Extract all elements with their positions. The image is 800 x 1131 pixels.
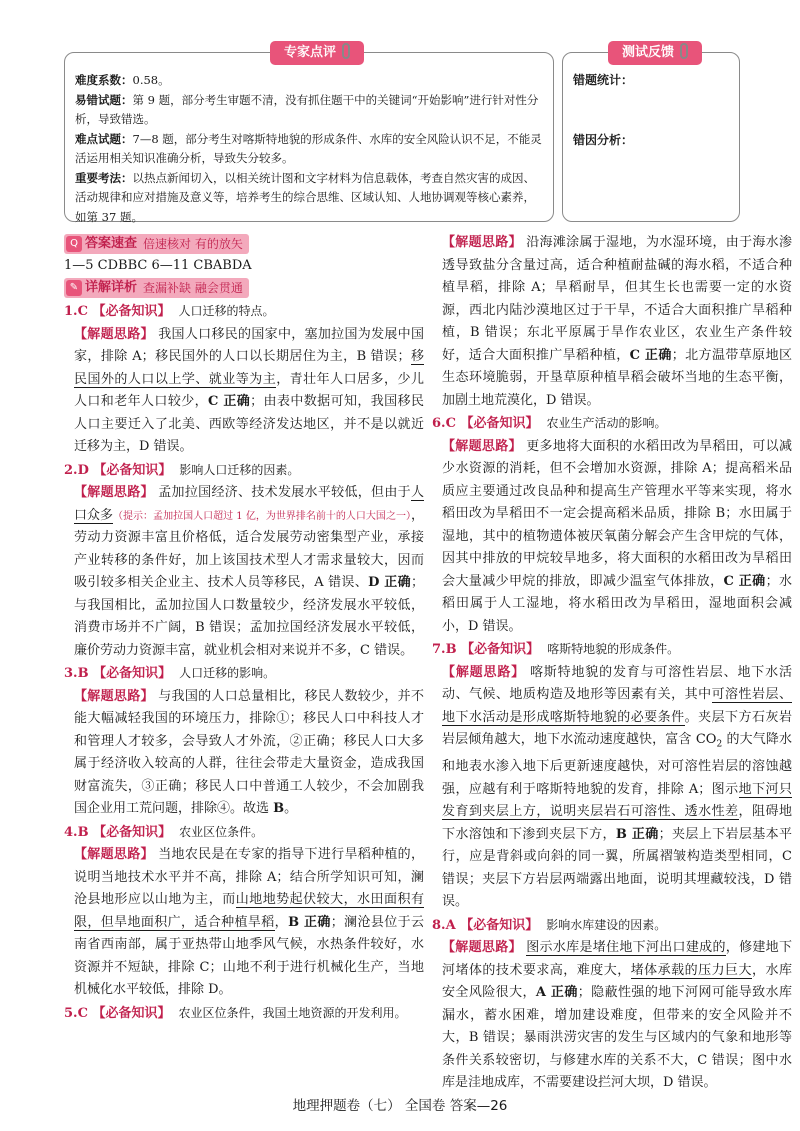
- test-feedback-tag: 测试反馈: [608, 41, 702, 65]
- error-text: 第 9 题，部分考生审题不清，没有抓住题干中的关键词“开始影响”进行针对性分析，导致错选。: [75, 92, 539, 126]
- detail-subtitle: 查漏补缺 融会贯通: [143, 280, 243, 295]
- page-footer: 地理押题卷（七） 全国卷 答案—26: [292, 1098, 508, 1114]
- difficulty-value: 0.58。: [132, 73, 170, 87]
- right-column: [432, 232, 792, 1095]
- test-feedback-box: [562, 45, 740, 222]
- wrong-reason-field: 错因分析：: [573, 133, 634, 147]
- detail-header: [64, 277, 424, 299]
- difficulty-label: 难度系数：: [75, 73, 133, 87]
- question-5: 5.C 【必备知识】 农业区位条件，我国土地资源的开发利用。: [64, 1005, 407, 1021]
- question-7: 7.B 【必备知识】 喀斯特地貌的形成条件。 【解题思路】 喀斯特地貌的发育与可溶性岩层、地下水活动、气候、地质构造及地形等因素有关，其中可溶性岩层、地下水活动是形成喀斯特地貌的必要条件。夹层下方石灰岩岩层倾角越大，地下水流动速度越快，富含 $CO_2$ 的大气降水和地表水渗入地下后更新速度越快，对可溶性岩层的溶蚀越强，应越有利于喀斯特地貌的发育，排除 A；图示地下河只发育到夹层上方，说明夹层岩石可溶性、透水性差，阻碍地下水溶蚀和下渗到夹层下方，B 正确；夹层上下岩层基本平行，应是背斜或向斜的同一翼，所属褶皱构造类型相同，C 错误；夹层下方岩层两端露出地面，说明其埋藏较浅，D 错误。: [432, 642, 792, 910]
- question-4: 4.B 【必备知识】 农业区位条件。 【解题思路】 当地农民是在专家的指导下进行旱稻种植的，说明当地技术水平并不高，排除 A；结合所学知识可知，澜沧县地形应以山地为主，而山地地势起伏较大，水田面积有限，但旱地面积广，适合种植旱稻，B 正确；澜沧县位于云南省西南部，属于亚热带山地季风气候，水热条件较好，水资源并不短缺，排除 C；山地不利于进行机械化生产，当地机械化水平较低，排除 D。: [64, 824, 424, 997]
- question-1: 1.C 【必备知识】 人口迁移的特点。 【解题思路】 我国人口移民的国家中，塞加拉国为发展中国家，排除 A；移民国外的人口以长期居住为主，B 错误；移民国外的人口以上学、就业等为主，青壮年人口居多，少儿人口和老年人口较少，C 正确；由表中数据可知，我国移民人口主要迁入了北美、西欧等经济发达地区，并不是以就近迁移为主，D 错误。: [64, 304, 424, 454]
- key-text: 以热点新闻切入，以相关统计图和文字材料为信息载体，考查自然灾害的成因、活动规律和应对措施及意义等，培养考生的综合思维、区域认知、人地协调观等核心素养，如第 37 题。: [75, 170, 535, 224]
- error-label: 易错试题：: [75, 92, 133, 107]
- question-6: 6.C 【必备知识】 农业生产活动的影响。 【解题思路】 更多地将大面积的水稻田改为旱稻田，可以减少水资源的消耗，但不会增加水资源，排除 A；提高稻米品质应主要通过改良品种和提高生产管理水平等来实现，将水稻田改为旱稻田不一定会提高稻米品质，排除 B；水田属于湿地，其中的植物遗体被厌氧菌分解会产生含甲烷的气体，因其中排放的甲烷较旱地多，将大面积的水稻田改为旱稻田会大量减少甲烷的排放，即减少温室气体排放，C 正确；水稻田属于人工湿地，将水稻田改为旱稻田，湿地面积会减小，D 错误。: [432, 416, 792, 634]
- question-2: 2.D 【必备知识】 影响人口迁移的因素。 【解题思路】 孟加拉国经济、技术发展水平较低，但由于人口众多（提示：孟加拉国人口超过 1 亿，为世界排名前十的人口大国之一），劳动力资源丰富且价格低，适合发展劳动密集型产业，承接产业转移的条件好，加上该国技术型人才需求量较大，因而吸引较多相关企业主、技术人员等移民，A 错误、D 正确；与我国相比，孟加拉国人口数量较少，经济发展水平较低，消费市场并不广阔，B 错误；孟加拉国经济发展水平较低，廉价劳动力资源丰富，就业机会相对来说并不多，C 错误。: [64, 462, 424, 658]
- key-label: 重要考法：: [75, 170, 133, 185]
- question-3: 3.B 【必备知识】 人口迁移的影响。 【解题思路】 与我国的人口总量相比，移民人数较少，并不能大幅减轻我国的环境压力，排除①；移民人口中科技人才和管理人才较多，会导致人才外流，②正确；移民人口大多属于经济收入较高的人群，往往会带走大量资金，造成我国财富流失，③正确；移民人口中普通工人较少，不会加剧我国企业用工荒问题，排除④。故选 B。: [64, 666, 424, 816]
- expert-review-tag: 专家点评: [270, 41, 364, 65]
- paperclip-icon: [680, 43, 688, 59]
- paperclip-icon: [342, 43, 350, 59]
- answer-list: 1—5 CDBBC 6—11 CBABDA: [64, 258, 252, 273]
- pencil-icon: ✎: [66, 280, 82, 296]
- answer-check-title: 答案速查: [85, 235, 138, 251]
- answer-check-header: [64, 233, 424, 255]
- detail-title: 详解详析: [85, 279, 138, 295]
- hard-text: 7—8 题，部分考生对喀斯特地貌的形成条件、水库的安全风险认识不足，不能灵活运用相关知识准确分析，导致失分较多。: [75, 131, 542, 165]
- hard-label: 难点试题：: [75, 131, 133, 146]
- question-5-body: 【解题思路】 沿海滩涂属于湿地，为水湿环境，由于海水渗透导致盐分含量过高，适合种植耐盐碱的海水稻，不适合种植旱稻，排除 A；旱稻耐旱，但其生长也需要一定的水资源，西北内陆沙漠地区过于干旱，不适合大面积推广旱稻种植，B 错误；东北平原属于旱作农业区，农业生产条件较好，适合大面积推广旱稻种植，C 正确；北方温带草原地区生态环境脆弱，开垦草原种植旱稻会破坏当地的生态平衡，加剧土地荒漠化，D 错误。: [442, 235, 792, 408]
- left-column: [64, 232, 424, 1025]
- search-icon: Q: [66, 236, 82, 252]
- question-8: 8.A 【必备知识】 影响水库建设的因素。 【解题思路】 图示水库是堵住地下河出口建成的，修建地下河堵体的技术要求高，难度大，堵体承载的压力巨大，水库安全风险很大，A 正确；隐蔽性强的地下河网可能导致水库漏水，蓄水困难，增加建设难度，但带来的安全风险并不大，B 错误；暴雨洪涝灾害的发生与区域内的气象和地形等条件关系较密切，与修建水库的关系不大，C 错误；图中水库是洼地成库，不需要建设拦河大坝，D 错误。: [432, 917, 792, 1091]
- expert-review-box: [64, 45, 554, 224]
- answer-check-subtitle: 倍速核对 有的放矢: [143, 236, 243, 251]
- wrong-count-field: 错题统计：: [573, 73, 634, 87]
